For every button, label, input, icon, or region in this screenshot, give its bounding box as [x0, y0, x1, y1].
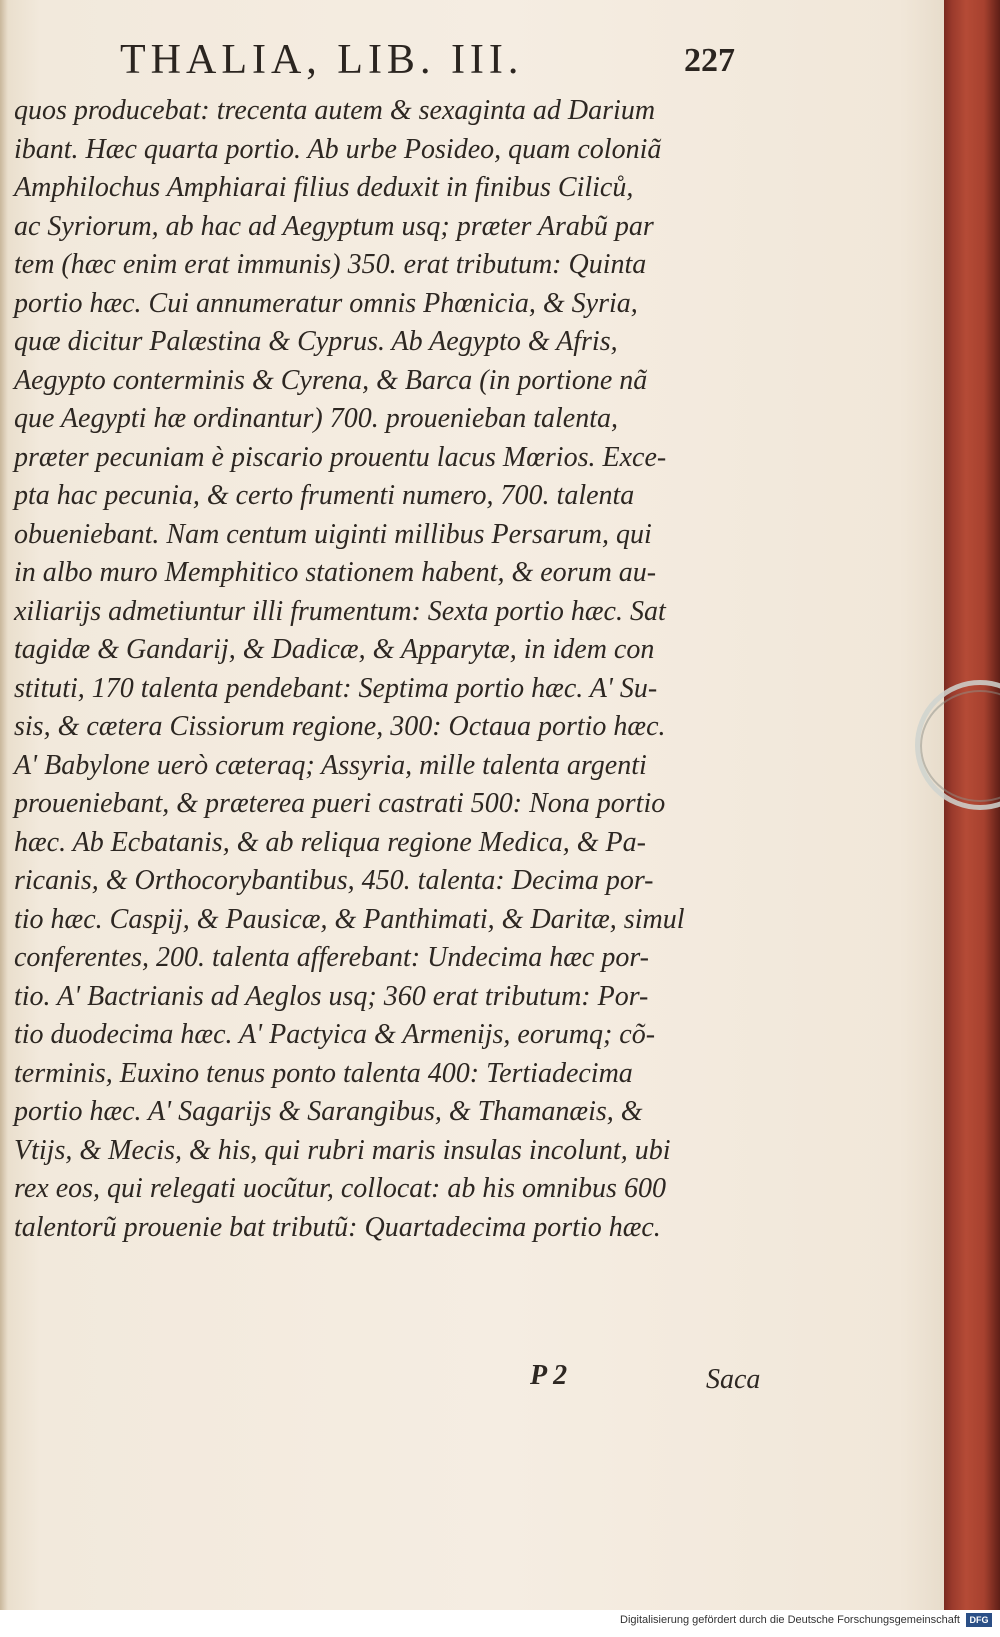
signature-mark: P 2 [530, 1360, 568, 1391]
text-line: in albo muro Memphitico stationem habent, & eorum au- [14, 557, 657, 588]
funding-credit: Digitalisierung gefördert durch die Deutsche Forschungsgemeinschaft [620, 1614, 960, 1626]
text-line: tagidæ & Gandarij, & Dadicæ, & Apparytæ, in idem con [14, 634, 655, 665]
text-line: Aegypto conterminis & Cyrena, & Barca (in portione nã [14, 364, 648, 396]
text-line: tio hæc. Caspij, & Pausicæ, & Panthimati, & Daritæ, simul [14, 903, 685, 935]
text-line: tio. A' Bactrianis ad Aeglos usq; 360 erat tributum: Por- [14, 980, 649, 1012]
dfg-logo-icon: DFG [966, 1613, 992, 1627]
text-line: conferentes, 200. talenta afferebant: Undecima hæc por- [14, 942, 650, 973]
text-line: sis, & cætera Cissiorum regione, 300: Octaua portio hæc. [14, 711, 666, 742]
text-line: xiliarijs admetiuntur illi frumentum: Sexta portio hæc. Sat [14, 595, 666, 627]
text-line: que Aegypti hæ ordinantur) 700. prouenieban talenta, [14, 403, 619, 434]
text-line: Vtijs, & Mecis, & his, qui rubri maris insulas incolunt, ubi [14, 1134, 671, 1166]
body-text [14, 92, 754, 1247]
text-line: ricanis, & Orthocorybantibus, 450. talenta: Decima por- [14, 865, 654, 896]
text-line: præter pecuniam è piscario prouentu lacus Mœrios. Exce- [14, 441, 667, 473]
text-line: quæ dicitur Palæstina & Cyprus. Ab Aegypto & Afris, [14, 326, 618, 357]
text-line: tem (hæc enim erat immunis) 350. erat tributum: Quinta [14, 249, 647, 280]
text-line: obueniebant. Nam centum uiginti millibus Persarum, qui [14, 518, 652, 550]
folio-number: 227 [684, 42, 735, 79]
text-line: rex eos, qui relegati uocũtur, collocat: ab his omnibus 600 [14, 1173, 666, 1204]
text-line: talentorũ prouenie bat tributũ: Quartadecima portio hæc. [14, 1211, 661, 1243]
text-line: hæc. Ab Ecbatanis, & ab reliqua regione Medica, & Pa- [14, 826, 646, 858]
text-line: Amphilochus Amphiarai filius deduxit in finibus Ciliců, [14, 172, 634, 203]
text-line: ibant. Hæc quarta portio. Ab urbe Posideo, quam coloniã [14, 133, 662, 165]
text-line: stituti, 170 talenta pendebant: Septima portio hæc. A' Su- [14, 672, 658, 704]
text-line: portio hæc. Cui annumeratur omnis Phœnicia, & Syria, [14, 287, 638, 319]
text-line: terminis, Euxino tenus ponto talenta 400: Tertiadecima [14, 1057, 633, 1089]
text-line: ac Syriorum, ab hac ad Aegyptum usq; præter Arabũ par [14, 210, 654, 242]
running-head: THALIA, LIB. III. [120, 37, 524, 83]
text-line: tio duodecima hæc. A' Pactyica & Armenijs, eorumq; cõ- [14, 1019, 656, 1050]
text-line: proueniebant, & præterea pueri castrati 500: Nona portio [14, 788, 666, 819]
text-line: portio hæc. A' Sagarijs & Sarangibus, & Thamanæis, & [14, 1096, 643, 1127]
text-line: quos producebat: trecenta autem & sexaginta ad Darium [14, 95, 656, 126]
text-line: A' Babylone uerò cæteraq; Assyria, mille talenta argenti [14, 749, 647, 781]
catchword: Saca [706, 1364, 761, 1395]
text-line: pta hac pecunia, & certo frumenti numero, 700. talenta [14, 480, 635, 511]
